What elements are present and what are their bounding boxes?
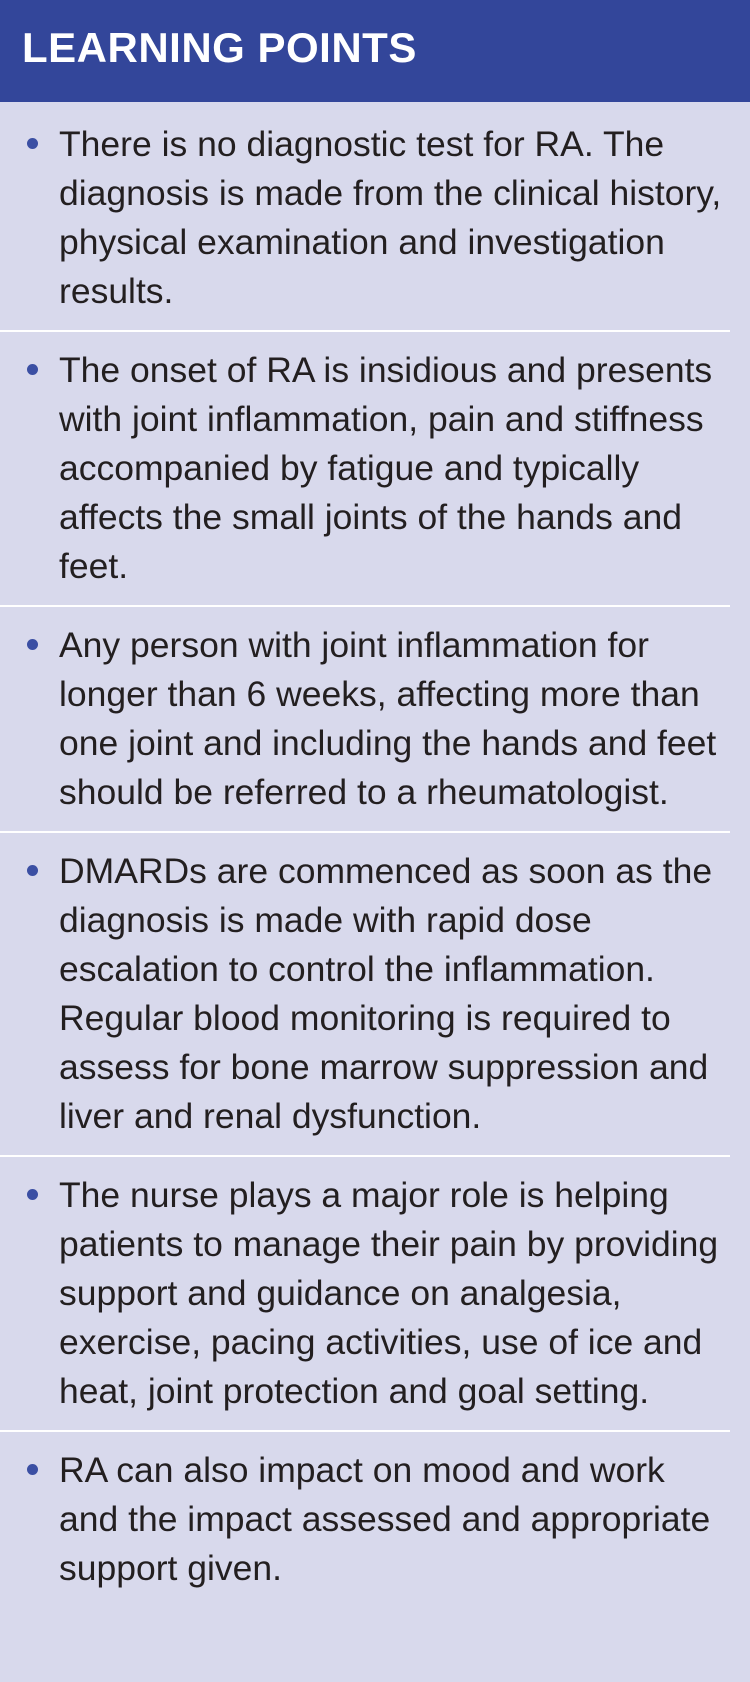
bullet-dot-icon (27, 639, 38, 650)
learning-point-text: RA can also impact on mood and work and the impact assessed and appropriate support given. (59, 1450, 711, 1588)
learning-point-item (0, 1446, 730, 1607)
learning-point-item (0, 346, 730, 607)
learning-point-text: Any person with joint inflammation for longer than 6 weeks, affecting more than one joint and including the hands and feet should be referred to a rheumatologist. (59, 625, 717, 812)
box-title: LEARNING POINTS (22, 24, 417, 71)
learning-point-text: The nurse plays a major role is helping patients to manage their pain by providing support and guidance on analgesia, exercise, pacing activities, use of ice and heat, joint protection and goal setting. (59, 1175, 719, 1411)
learning-point-item (0, 120, 730, 332)
bullet-dot-icon (27, 1464, 38, 1475)
bullet-dot-icon (27, 865, 38, 876)
bullet-dot-icon (27, 1189, 38, 1200)
learning-points-list (0, 102, 750, 1607)
learning-point-item (0, 1171, 730, 1432)
header-bar (0, 0, 750, 102)
learning-point-item (0, 621, 730, 833)
bullet-dot-icon (27, 138, 38, 149)
learning-point-item (0, 847, 730, 1157)
bullet-dot-icon (27, 364, 38, 375)
learning-point-text: There is no diagnostic test for RA. The diagnosis is made from the clinical history, physical examination and investigation results. (59, 124, 722, 311)
learning-point-text: The onset of RA is insidious and presents with joint inflammation, pain and stiffness accompanied by fatigue and typically affects the small joints of the hands and feet. (59, 350, 713, 586)
learning-point-text: DMARDs are commenced as soon as the diagnosis is made with rapid dose escalation to control the inflammation. Regular blood monitoring is required to assess for bone marrow suppression and liver and renal dysfunction. (59, 851, 713, 1136)
